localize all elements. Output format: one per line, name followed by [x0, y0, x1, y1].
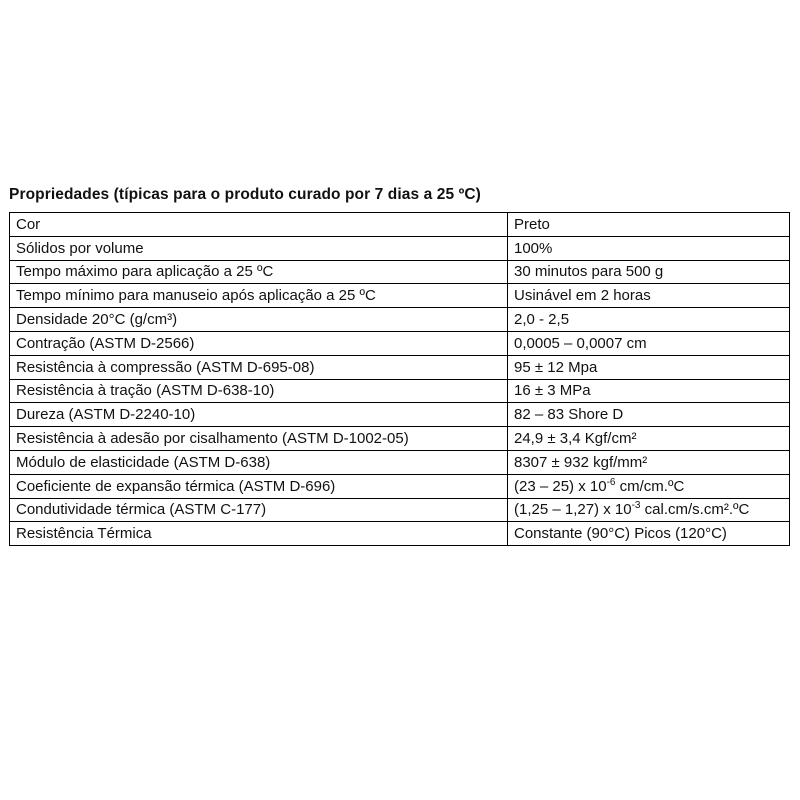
property-cell: Resistência à compressão (ASTM D-695-08) [10, 355, 508, 379]
value-cell: 95 ± 12 Mpa [508, 355, 790, 379]
property-cell: Sólidos por volume [10, 236, 508, 260]
property-cell: Densidade 20°C (g/cm³) [10, 308, 508, 332]
table-row [10, 213, 790, 237]
value-unit: cm/cm.ºC [615, 477, 685, 495]
value-cell: Preto [508, 213, 790, 237]
value-cell: 24,9 ± 3,4 Kgf/cm² [508, 427, 790, 451]
table-row [10, 427, 790, 451]
exponent: -6 [606, 476, 616, 488]
property-cell: Cor [10, 213, 508, 237]
value-cell: 16 ± 3 MPa [508, 379, 790, 403]
table-row [10, 379, 790, 403]
property-cell: Contração (ASTM D-2566) [10, 331, 508, 355]
property-cell: Tempo mínimo para manuseio após aplicação a 25 ºC [10, 284, 508, 308]
value-cell: Constante (90°C) Picos (120°C) [508, 522, 790, 546]
value-cell: 8307 ± 932 kgf/mm² [508, 450, 790, 474]
properties-heading: Propriedades (típicas para o produto curado por 7 dias a 25 ºC) [9, 186, 481, 203]
table-row [10, 308, 790, 332]
table-row [10, 403, 790, 427]
property-cell: Condutividade térmica (ASTM C-177) [10, 498, 508, 522]
table-row [10, 355, 790, 379]
table-row [10, 450, 790, 474]
value-text: (1,25 – 1,27) x 10 [514, 501, 632, 519]
table-row [10, 260, 790, 284]
property-cell: Resistência Térmica [10, 522, 508, 546]
value-cell: 100% [508, 236, 790, 260]
table-row [10, 522, 790, 546]
properties-table [9, 212, 790, 546]
exponent: -3 [631, 500, 641, 512]
table-row [10, 331, 790, 355]
value-cell [508, 498, 790, 522]
value-cell: Usinável em 2 horas [508, 284, 790, 308]
table-row [10, 498, 790, 522]
value-text: (23 – 25) x 10 [514, 477, 607, 495]
property-cell: Coeficiente de expansão térmica (ASTM D-696) [10, 474, 508, 498]
table-row [10, 474, 790, 498]
value-cell: 0,0005 – 0,0007 cm [508, 331, 790, 355]
property-cell: Tempo máximo para aplicação a 25 ºC [10, 260, 508, 284]
value-cell: 30 minutos para 500 g [508, 260, 790, 284]
value-cell: 2,0 - 2,5 [508, 308, 790, 332]
table-row [10, 236, 790, 260]
table-row [10, 284, 790, 308]
value-cell: 82 – 83 Shore D [508, 403, 790, 427]
property-cell: Dureza (ASTM D-2240-10) [10, 403, 508, 427]
property-cell: Resistência à tração (ASTM D-638-10) [10, 379, 508, 403]
property-cell: Resistência à adesão por cisalhamento (ASTM D-1002-05) [10, 427, 508, 451]
value-cell [508, 474, 790, 498]
property-cell: Módulo de elasticidade (ASTM D-638) [10, 450, 508, 474]
value-unit: cal.cm/s.cm².ºC [640, 501, 750, 519]
